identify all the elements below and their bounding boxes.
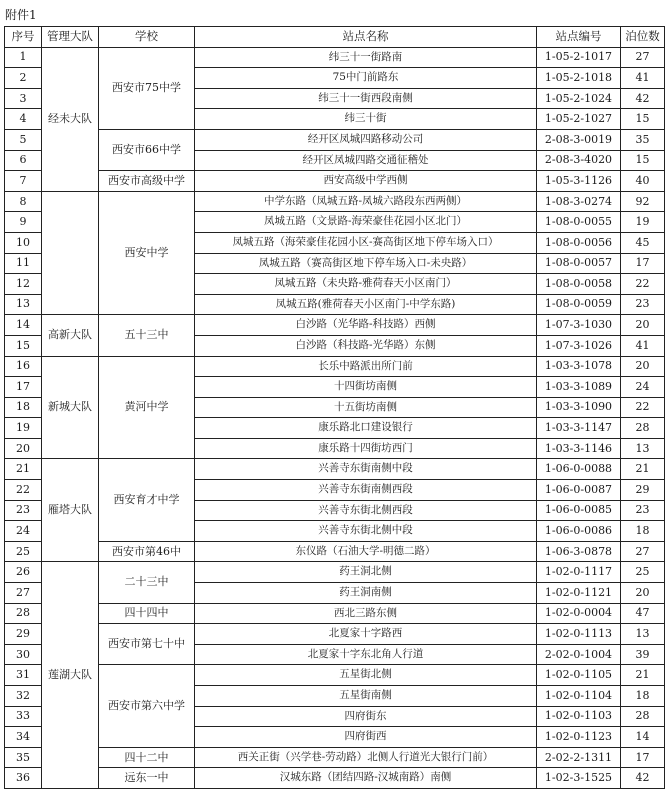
row-index: 18 — [5, 397, 42, 418]
station-name: 五星街南侧 — [195, 686, 537, 707]
row-index: 33 — [5, 706, 42, 727]
station-name: 康乐路十四街坊西门 — [195, 438, 537, 459]
space-count: 42 — [621, 768, 665, 789]
row-index: 20 — [5, 438, 42, 459]
brigade-cell: 莲湖大队 — [42, 562, 99, 789]
header-index: 序号 — [5, 27, 42, 48]
station-name: 西关正街（兴学巷-劳动路）北侧人行道光大银行门前） — [195, 747, 537, 768]
school-cell: 五十三中 — [99, 315, 195, 356]
table-row — [5, 356, 665, 377]
station-code: 1-02-0-1105 — [537, 665, 621, 686]
row-index: 6 — [5, 150, 42, 171]
table-row — [5, 747, 665, 768]
space-count: 22 — [621, 274, 665, 295]
brigade-cell: 高新大队 — [42, 315, 99, 356]
station-code: 1-03-3-1146 — [537, 438, 621, 459]
row-index: 11 — [5, 253, 42, 274]
station-name: 兴善寺东街南侧西段 — [195, 480, 537, 501]
table-row — [5, 624, 665, 645]
station-code: 1-02-0-1104 — [537, 686, 621, 707]
station-name: 兴善寺东街南侧中段 — [195, 459, 537, 480]
station-code: 1-06-0-0085 — [537, 500, 621, 521]
school-cell: 二十三中 — [99, 562, 195, 603]
row-index: 16 — [5, 356, 42, 377]
row-index: 34 — [5, 727, 42, 748]
row-index: 4 — [5, 109, 42, 130]
row-index: 1 — [5, 47, 42, 68]
space-count: 15 — [621, 109, 665, 130]
station-code: 1-02-0-1123 — [537, 727, 621, 748]
row-index: 12 — [5, 274, 42, 295]
space-count: 23 — [621, 500, 665, 521]
header-station-name: 站点名称 — [195, 27, 537, 48]
table-row — [5, 129, 665, 150]
row-index: 28 — [5, 603, 42, 624]
station-code: 1-08-0-0055 — [537, 212, 621, 233]
station-name: 西安高级中学西侧 — [195, 171, 537, 192]
station-name: 五星街北侧 — [195, 665, 537, 686]
station-code: 1-07-3-1026 — [537, 335, 621, 356]
header-station-code: 站点编号 — [537, 27, 621, 48]
row-index: 23 — [5, 500, 42, 521]
space-count: 17 — [621, 747, 665, 768]
school-cell: 黄河中学 — [99, 356, 195, 459]
station-code: 1-05-2-1018 — [537, 68, 621, 89]
school-cell: 西安市第46中 — [99, 541, 195, 562]
space-count: 22 — [621, 397, 665, 418]
station-name: 北夏家十字路西 — [195, 624, 537, 645]
space-count: 23 — [621, 294, 665, 315]
station-name: 凤城五路（海荣豪佳花园小区-赛高街区地下停车场入口） — [195, 232, 537, 253]
station-code: 1-02-0-0004 — [537, 603, 621, 624]
space-count: 41 — [621, 335, 665, 356]
station-code: 1-03-3-1078 — [537, 356, 621, 377]
space-count: 45 — [621, 232, 665, 253]
brigade-cell-empty — [42, 191, 99, 315]
space-count: 29 — [621, 480, 665, 501]
space-count: 18 — [621, 686, 665, 707]
station-code: 1-06-3-0878 — [537, 541, 621, 562]
parking-station-table — [4, 26, 665, 789]
row-index: 3 — [5, 88, 42, 109]
table-row — [5, 541, 665, 562]
station-name: 长乐中路派出所门前 — [195, 356, 537, 377]
station-code: 1-06-0-0088 — [537, 459, 621, 480]
row-index: 5 — [5, 129, 42, 150]
station-code: 1-05-2-1027 — [537, 109, 621, 130]
station-code: 1-06-0-0087 — [537, 480, 621, 501]
space-count: 27 — [621, 47, 665, 68]
station-name: 凤城五路（未央路-雅荷春天小区南门） — [195, 274, 537, 295]
table-row — [5, 768, 665, 789]
space-count: 19 — [621, 212, 665, 233]
row-index: 2 — [5, 68, 42, 89]
space-count: 14 — [621, 727, 665, 748]
school-cell: 西安市66中学 — [99, 129, 195, 170]
brigade-cell: 新城大队 — [42, 356, 99, 459]
station-name: 药王洞南侧 — [195, 583, 537, 604]
station-name: 十四街坊南侧 — [195, 377, 537, 398]
space-count: 21 — [621, 665, 665, 686]
row-index: 10 — [5, 232, 42, 253]
school-cell: 西安市75中学 — [99, 47, 195, 129]
row-index: 17 — [5, 377, 42, 398]
school-cell: 远东一中 — [99, 768, 195, 789]
station-name: 纬三十街 — [195, 109, 537, 130]
table-row — [5, 315, 665, 336]
station-name: 纬三十一街西段南侧 — [195, 88, 537, 109]
space-count: 18 — [621, 521, 665, 542]
space-count: 35 — [621, 129, 665, 150]
space-count: 21 — [621, 459, 665, 480]
table-row — [5, 47, 665, 68]
space-count: 27 — [621, 541, 665, 562]
station-code: 1-05-2-1024 — [537, 88, 621, 109]
space-count: 42 — [621, 88, 665, 109]
space-count: 24 — [621, 377, 665, 398]
space-count: 25 — [621, 562, 665, 583]
station-name: 凤城五路（文景路-海荣豪佳花园小区北门） — [195, 212, 537, 233]
school-cell: 西安中学 — [99, 191, 195, 315]
row-index: 13 — [5, 294, 42, 315]
station-code: 1-03-3-1147 — [537, 418, 621, 439]
row-index: 9 — [5, 212, 42, 233]
station-code: 1-02-0-1121 — [537, 583, 621, 604]
row-index: 22 — [5, 480, 42, 501]
station-name: 药王洞北侧 — [195, 562, 537, 583]
station-name: 汉城东路（团结四路-汉城南路）南侧 — [195, 768, 537, 789]
school-cell: 西安市第六中学 — [99, 665, 195, 747]
station-code: 1-08-0-0056 — [537, 232, 621, 253]
space-count: 13 — [621, 624, 665, 645]
table-row — [5, 459, 665, 480]
station-code: 1-07-3-1030 — [537, 315, 621, 336]
station-name: 经开区凤城四路交通征稽处 — [195, 150, 537, 171]
brigade-cell: 经未大队 — [42, 47, 99, 191]
row-index: 31 — [5, 665, 42, 686]
station-name: 兴善寺东街北侧中段 — [195, 521, 537, 542]
table-row — [5, 665, 665, 686]
row-index: 35 — [5, 747, 42, 768]
station-code: 1-03-3-1089 — [537, 377, 621, 398]
station-code: 2-08-3-4020 — [537, 150, 621, 171]
station-name: 康乐路北口建设银行 — [195, 418, 537, 439]
space-count: 20 — [621, 583, 665, 604]
station-code: 2-08-3-0019 — [537, 129, 621, 150]
space-count: 20 — [621, 315, 665, 336]
station-name: 白沙路（光华路-科技路）西侧 — [195, 315, 537, 336]
row-index: 7 — [5, 171, 42, 192]
school-cell: 西安市第七十中 — [99, 624, 195, 665]
space-count: 17 — [621, 253, 665, 274]
station-code: 1-05-2-1017 — [537, 47, 621, 68]
station-name: 兴善寺东街北侧西段 — [195, 500, 537, 521]
table-row — [5, 171, 665, 192]
space-count: 20 — [621, 356, 665, 377]
space-count: 39 — [621, 644, 665, 665]
table-header-row — [5, 27, 665, 48]
row-index: 21 — [5, 459, 42, 480]
station-name: 经开区凤城四路移动公司 — [195, 129, 537, 150]
station-name: 凤城五路(雅荷春天小区南门-中学东路) — [195, 294, 537, 315]
station-code: 2-02-2-1311 — [537, 747, 621, 768]
station-code: 1-08-0-0058 — [537, 274, 621, 295]
station-name: 白沙路（科技路-光华路）东侧 — [195, 335, 537, 356]
row-index: 8 — [5, 191, 42, 212]
station-code: 1-08-0-0059 — [537, 294, 621, 315]
station-code: 1-08-3-0274 — [537, 191, 621, 212]
space-count: 40 — [621, 171, 665, 192]
station-code: 1-03-3-1090 — [537, 397, 621, 418]
table-row — [5, 603, 665, 624]
space-count: 47 — [621, 603, 665, 624]
brigade-cell: 雁塔大队 — [42, 459, 99, 562]
row-index: 27 — [5, 583, 42, 604]
row-index: 32 — [5, 686, 42, 707]
station-code: 1-02-0-1113 — [537, 624, 621, 645]
space-count: 15 — [621, 150, 665, 171]
space-count: 13 — [621, 438, 665, 459]
row-index: 19 — [5, 418, 42, 439]
station-name: 四府街东 — [195, 706, 537, 727]
space-count: 41 — [621, 68, 665, 89]
row-index: 15 — [5, 335, 42, 356]
station-name: 十五街坊南侧 — [195, 397, 537, 418]
space-count: 92 — [621, 191, 665, 212]
space-count: 28 — [621, 706, 665, 727]
station-code: 1-02-3-1525 — [537, 768, 621, 789]
school-cell: 四十四中 — [99, 603, 195, 624]
row-index: 36 — [5, 768, 42, 789]
row-index: 25 — [5, 541, 42, 562]
header-spaces: 泊位数 — [621, 27, 665, 48]
school-cell: 西安育才中学 — [99, 459, 195, 541]
school-cell: 四十二中 — [99, 747, 195, 768]
table-row — [5, 562, 665, 583]
station-code: 2-02-0-1004 — [537, 644, 621, 665]
station-name: 凤城五路（赛高街区地下停车场入口-未央路） — [195, 253, 537, 274]
row-index: 24 — [5, 521, 42, 542]
station-code: 1-05-3-1126 — [537, 171, 621, 192]
row-index: 29 — [5, 624, 42, 645]
station-code: 1-02-0-1103 — [537, 706, 621, 727]
station-name: 中学东路（凤城五路-凤城六路段东西两侧） — [195, 191, 537, 212]
station-name: 东仪路（石油大学-明德二路） — [195, 541, 537, 562]
station-code: 1-08-0-0057 — [537, 253, 621, 274]
station-name: 四府街西 — [195, 727, 537, 748]
header-school: 学校 — [99, 27, 195, 48]
attachment-label: 附件1 — [5, 8, 37, 22]
station-name: 北夏家十字东北角人行道 — [195, 644, 537, 665]
school-cell: 西安市高级中学 — [99, 171, 195, 192]
station-name: 西北三路东侧 — [195, 603, 537, 624]
row-index: 30 — [5, 644, 42, 665]
row-index: 14 — [5, 315, 42, 336]
header-brigade: 管理大队 — [42, 27, 99, 48]
space-count: 28 — [621, 418, 665, 439]
station-name: 75中门前路东 — [195, 68, 537, 89]
station-name: 纬三十一街路南 — [195, 47, 537, 68]
station-code: 1-02-0-1117 — [537, 562, 621, 583]
station-code: 1-06-0-0086 — [537, 521, 621, 542]
table-row — [5, 191, 665, 212]
row-index: 26 — [5, 562, 42, 583]
